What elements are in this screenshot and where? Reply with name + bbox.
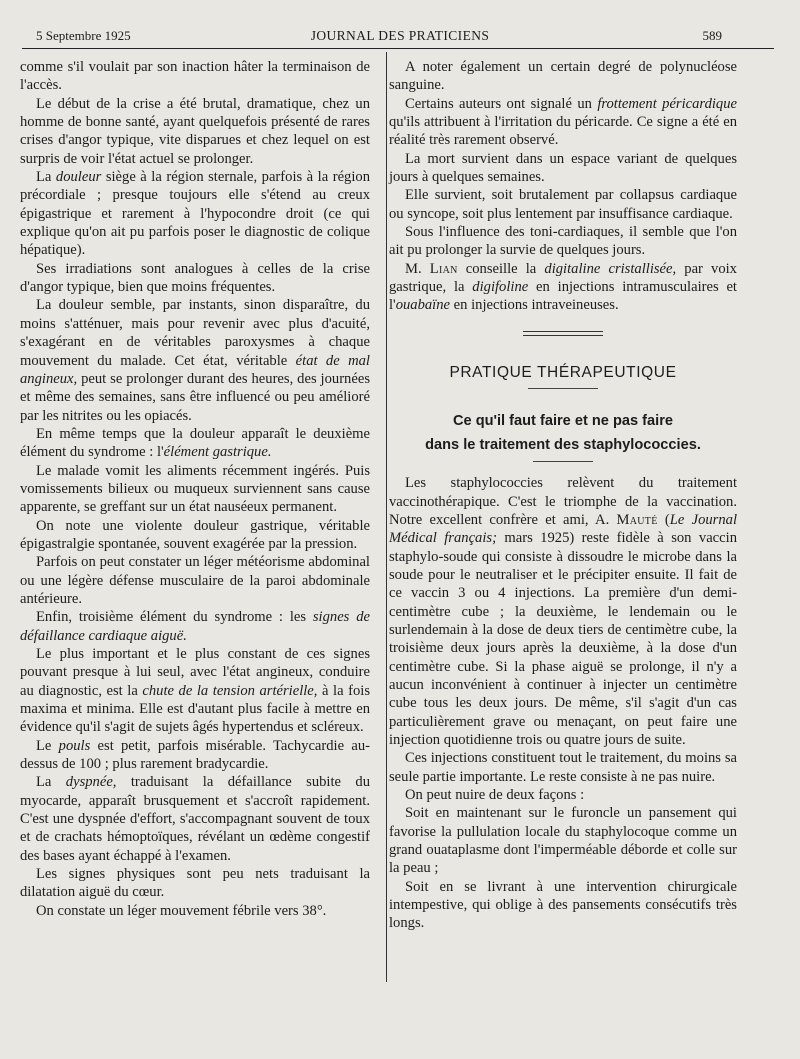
text-run: Certains auteurs ont signalé un xyxy=(405,95,598,112)
paragraph: Les signes physiques sont peu nets traduisant la dilatation aiguë du cœur. xyxy=(20,866,370,901)
paragraph: On peut nuire de deux façons : xyxy=(405,787,585,803)
text-run: Le xyxy=(36,737,59,754)
section-title: PRATIQUE THÉRAPEUTIQUE xyxy=(449,363,677,381)
emphasis: douleur xyxy=(55,169,102,186)
emphasis: pouls xyxy=(58,737,91,754)
emphasis: élément gastrique. xyxy=(163,444,272,461)
text-run: en injections intramusculaires et l' xyxy=(389,279,737,314)
paragraph: Parfois on peut constater un léger météorisme abdominal ou une légère défense musculaire de la paroi abdominale antérieure. xyxy=(20,554,370,607)
emphasis: digitaline cristallisée, xyxy=(544,260,677,277)
emphasis: signes de défaillance cardiaque aiguë. xyxy=(20,609,370,644)
text-run: qu'ils attribuent à l'irritation du péricarde. Ce signe a été en réalité très rarement observé. xyxy=(389,114,737,149)
article-title-line: dans le traitement des staphylococcies. xyxy=(425,437,701,454)
emphasis: chute de la tension artérielle, xyxy=(142,682,318,699)
paragraph xyxy=(20,168,370,260)
paragraph: Ces injections constituent tout le traitement, du moins sa seule partie importante. Le reste consiste à ne pas nuire. xyxy=(389,750,737,785)
header-rule xyxy=(22,48,774,49)
paragraph xyxy=(389,260,737,315)
paragraph xyxy=(20,608,370,645)
paragraph xyxy=(20,773,370,865)
emphasis: digifoline xyxy=(472,279,529,296)
page-header xyxy=(0,0,800,52)
text-run: peut se prolonger durant des heures, des journées et même des semaines, sans être influencé ou peu amélioré par les nitrites ou les opiacés. xyxy=(20,370,370,424)
text-run: La douleur semble, par instants, sinon disparaître, du moins s'atténuer, mais pour revenir avec plus d'acuité, s'exagérant en de véritables paroxysmes à chaque mouvement du malade. Cet état, véritable xyxy=(20,297,370,369)
paragraph: Le malade vomit les aliments récemment ingérés. Puis vomissements bilieux ou muqueux surviennent sans cause apparente, se greffant sur un état nauséeux permanent. xyxy=(20,462,370,516)
emphasis: Le Journal Médical français; xyxy=(389,511,737,547)
paragraph: Le début de la crise a été brutal, dramatique, chez un homme de bonne santé, ayant quelquefois présenté de rares crises d'angor typique, vite disparues et chez lequel on est surpris de voir l'état actuel se prolonger. xyxy=(20,95,370,167)
text-run: mars 1925) reste fidèle à son vaccin staphylo-soude qui consiste à dissoudre le microbe dans la soude pour le neutraliser et le précipiter ensuite. Il fait de ce vaccin 3 ou 4 injections. La première d'un demi-centimètre cube ; la deuxième, le lendemain ou le surlendemain à la dose de deux tiers de centimètre cube, la troisième deux jours après la deuxième, à la dose d'un centimètre cube. Si la phase aiguë se prolonge, il n'y a aucun inconvénient à continuer à injecter un centimètre cube tous les deux jours. De même, s'il s'agit d'un cas particulièrement grave ou menaçant, on peut faire une injection quotidienne trois ou quatre jours de suite. xyxy=(389,530,737,748)
page-number: 589 xyxy=(702,28,722,43)
paragraph xyxy=(20,645,370,737)
emphasis: ouabaïne xyxy=(395,297,451,314)
text-run: La xyxy=(36,169,56,186)
paragraph xyxy=(20,737,370,774)
text-run: est petit, parfois misérable. Tachycardie au-dessus de 100 ; plus rarement bradycardie. xyxy=(20,737,370,773)
text-run: traduisant la défaillance subite du myocarde, apparaît brusquement et s'accroît rapidement. C'est une dyspnée d'effort, s'accompagnant souvent de toux et de crachats hémoptoïques, révélant un œdème congestif des bases ayant échappé à l'examen. xyxy=(20,774,370,864)
author-name: Mauté xyxy=(616,511,658,528)
emphasis: état de mal angineux, xyxy=(20,352,370,387)
paragraph xyxy=(20,425,370,462)
text-run: en injections intraveineuses. xyxy=(450,297,619,314)
paragraph: Ses irradiations sont analogues à celles de la crise d'angor typique, bien que moins fréquentes. xyxy=(20,260,370,296)
paragraph: On note une violente douleur gastrique, véritable épigastralgie spontanée, souvent exagérée par la pression. xyxy=(20,517,370,552)
right-column xyxy=(389,58,737,933)
text-run: ( xyxy=(657,511,670,528)
paragraph: Soit en se livrant à une intervention chirurgicale intempestive, qui oblige à des pansements consécutifs très longs. xyxy=(389,878,737,932)
text-run: Enfin, troisième élément du syndrome : les xyxy=(36,609,313,626)
journal-title: JOURNAL DES PRATICIENS xyxy=(310,28,490,43)
text-run: Le plus important et le plus constant de ces signes pouvant presque à lui seul, avec l'état angineux, conduire au diagnostic, est la xyxy=(20,646,370,699)
text-run: La xyxy=(36,774,66,791)
text-run: M. xyxy=(405,260,430,277)
paragraph xyxy=(389,95,737,150)
paragraph xyxy=(389,474,737,749)
article-title-line: Ce qu'il faut faire et ne pas faire xyxy=(452,413,673,430)
section-separator xyxy=(523,331,603,336)
paragraph: A noter également un certain degré de polynucléose sanguine. xyxy=(389,59,737,94)
text-run: à la fois maxima et minima. Elle est d'autant plus facile à mettre en évidence qu'il s'agit de sujets âgés hypertendus et scléreux. xyxy=(20,682,370,736)
text-run: siège à la région sternale, parfois à la région précordiale ; presque toujours elle s'étend au creux épigastrique et rarement à l'hypocondre droit (ce qui explique qu'on ait pu parfois poser le diagnostic de colique hépatique). xyxy=(20,169,370,259)
text-run: En même temps que la douleur apparaît le deuxième élément du syndrome : l' xyxy=(20,425,370,461)
article-title-rule xyxy=(533,461,593,462)
paragraph: Sous l'influence des toni-cardiaques, il semble que l'on ait pu prolonger la survie de quelques jours. xyxy=(389,224,737,259)
text-run: conseille la xyxy=(457,260,545,277)
article-title xyxy=(389,409,737,457)
emphasis: frottement péricardique xyxy=(597,95,737,112)
paragraph: On constate un léger mouvement fébrile vers 38°. xyxy=(36,902,327,919)
text-run: par voix gastrique, la xyxy=(389,260,737,296)
text-run: Les staphylococcies relèvent du traitement vaccinothérapique. C'est le triomphe de la vaccination. Notre excellent confrère et ami, A. xyxy=(389,475,737,528)
paragraph: comme s'il voulait par son inaction hâter la terminaison de l'accès. xyxy=(20,59,370,94)
paragraph: Elle survient, soit brutalement par collapsus cardiaque ou syncope, soit plus lentement par insuffisance cardiaque. xyxy=(389,187,737,222)
issue-date: 5 Septembre 1925 xyxy=(36,28,131,43)
paragraph: Soit en maintenant sur le furoncle un pansement qui favorise la pullulation locale du staphylocoque comme un grand ouataplasme dont l'imperméable déborde et colle sur la peau ; xyxy=(389,805,737,877)
paragraph: La mort survient dans un espace variant de quelques jours à quelques semaines. xyxy=(389,150,737,186)
author-name: Lian xyxy=(429,260,458,277)
paragraph xyxy=(20,296,370,424)
column-divider xyxy=(386,52,387,982)
emphasis: dyspnée, xyxy=(65,774,117,791)
left-column xyxy=(20,58,370,920)
section-title-rule xyxy=(528,388,598,389)
